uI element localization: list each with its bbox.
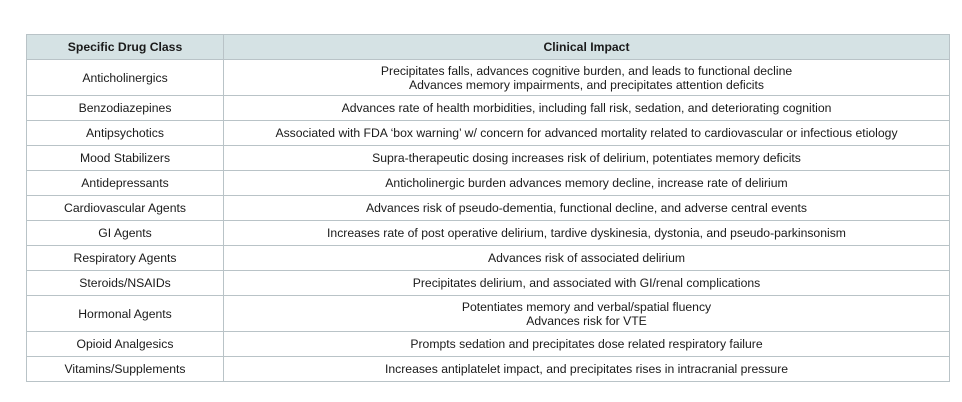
table-row bbox=[27, 196, 950, 221]
table-row bbox=[27, 357, 950, 382]
clinical-impact-cell bbox=[224, 296, 950, 332]
table-row bbox=[27, 271, 950, 296]
clinical-impact-cell: Increases antiplatelet impact, and precipitates rises in intracranial pressure bbox=[224, 357, 950, 382]
clinical-impact-cell: Precipitates delirium, and associated with GI/renal complications bbox=[224, 271, 950, 296]
clinical-impact-cell: Supra-therapeutic dosing increases risk of delirium, potentiates memory deficits bbox=[224, 146, 950, 171]
table-row bbox=[27, 146, 950, 171]
table-row bbox=[27, 332, 950, 357]
clinical-impact-cell: Advances risk of pseudo-dementia, functional decline, and adverse central events bbox=[224, 196, 950, 221]
clinical-impact-cell: Anticholinergic burden advances memory decline, increase rate of delirium bbox=[224, 171, 950, 196]
column-header-drug-class: Specific Drug Class bbox=[27, 35, 224, 60]
table-row bbox=[27, 221, 950, 246]
impact-line: Advances memory impairments, and precipitates attention deficits bbox=[409, 77, 764, 92]
table-row bbox=[27, 121, 950, 146]
drug-class-cell: Mood Stabilizers bbox=[27, 146, 224, 171]
drug-class-cell: Cardiovascular Agents bbox=[27, 196, 224, 221]
drug-class-cell: Opioid Analgesics bbox=[27, 332, 224, 357]
drug-class-cell: Vitamins/Supplements bbox=[27, 357, 224, 382]
drug-class-cell: Benzodiazepines bbox=[27, 96, 224, 121]
clinical-impact-cell bbox=[224, 60, 950, 96]
table-row bbox=[27, 246, 950, 271]
drug-class-cell: Hormonal Agents bbox=[27, 296, 224, 332]
impact-line: Advances risk for VTE bbox=[526, 313, 647, 328]
table-row bbox=[27, 171, 950, 196]
drug-class-cell: GI Agents bbox=[27, 221, 224, 246]
clinical-impact-cell: Increases rate of post operative delirium, tardive dyskinesia, dystonia, and pseudo-parkinsonism bbox=[224, 221, 950, 246]
table-row bbox=[27, 60, 950, 96]
clinical-impact-cell: Prompts sedation and precipitates dose related respiratory failure bbox=[224, 332, 950, 357]
clinical-impact-cell: Advances risk of associated delirium bbox=[224, 246, 950, 271]
table-row bbox=[27, 96, 950, 121]
table-row bbox=[27, 296, 950, 332]
drug-class-cell: Steroids/NSAIDs bbox=[27, 271, 224, 296]
drug-class-cell: Antidepressants bbox=[27, 171, 224, 196]
drug-class-cell: Antipsychotics bbox=[27, 121, 224, 146]
clinical-impact-cell: Advances rate of health morbidities, including fall risk, sedation, and deteriorating cognition bbox=[224, 96, 950, 121]
drug-class-impact-table bbox=[26, 34, 950, 382]
drug-class-cell: Respiratory Agents bbox=[27, 246, 224, 271]
table-header-row bbox=[27, 35, 950, 60]
drug-class-cell: Anticholinergics bbox=[27, 60, 224, 96]
impact-line: Precipitates falls, advances cognitive burden, and leads to functional decline bbox=[380, 63, 793, 78]
clinical-impact-cell: Associated with FDA ‘box warning’ w/ concern for advanced mortality related to cardiovascular or infectious etiology bbox=[224, 121, 950, 146]
column-header-clinical-impact: Clinical Impact bbox=[224, 35, 950, 60]
impact-line: Potentiates memory and verbal/spatial fluency bbox=[461, 299, 712, 314]
